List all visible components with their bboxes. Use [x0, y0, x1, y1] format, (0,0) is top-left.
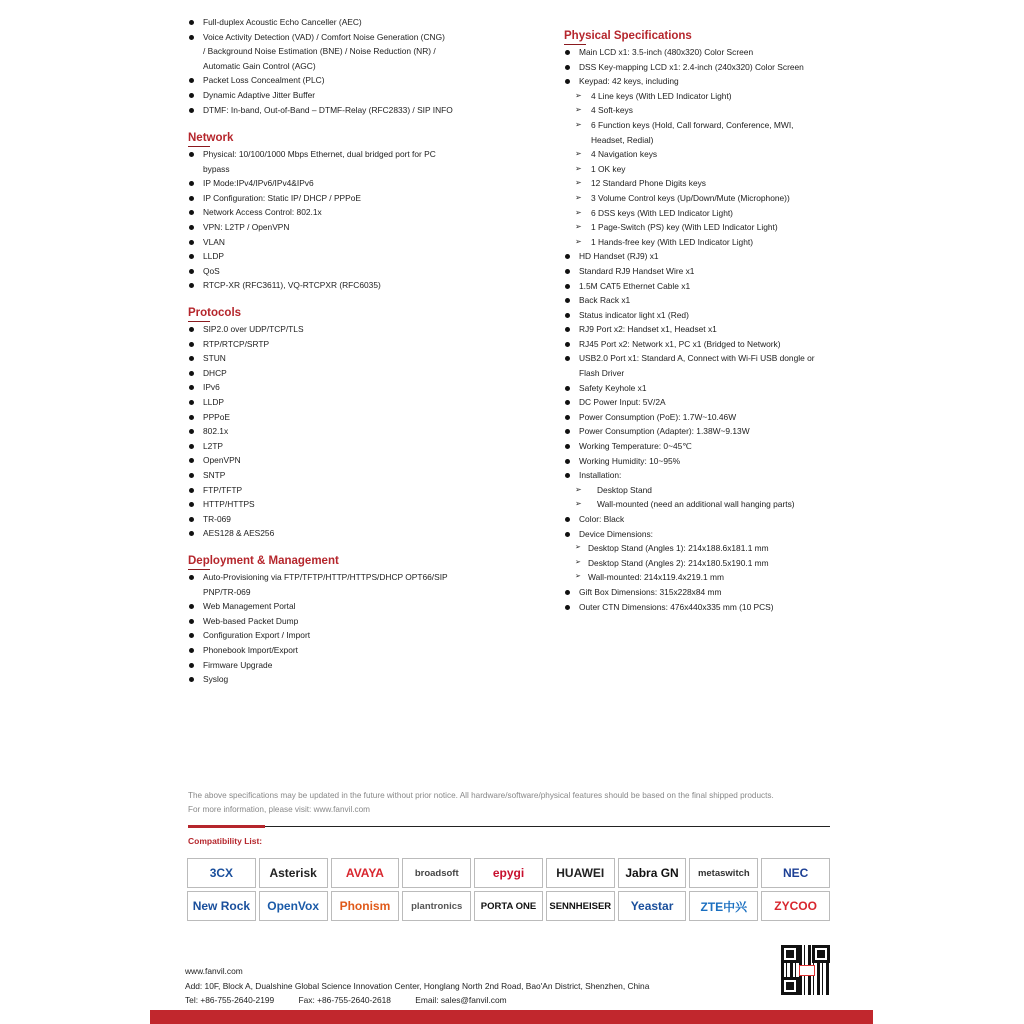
bullet-icon [189, 429, 194, 434]
sub-list-item [564, 235, 815, 250]
list-item-text: PPPoE [203, 411, 231, 422]
qr-code [781, 945, 830, 995]
list-item-text: Flash Driver [579, 368, 625, 379]
list-item [188, 235, 436, 250]
list-item [188, 439, 304, 454]
arrow-bullet-icon: ➢ [575, 149, 582, 159]
list-item [564, 585, 815, 600]
list-item-text: Installation: [579, 470, 622, 481]
bullet-icon [565, 284, 570, 289]
list-item-text: RTCP-XR (RFC3611), VQ-RTCPXR (RFC6035) [203, 280, 381, 291]
list-item-text: Network Access Control: 802.1x [203, 207, 322, 218]
list-item [188, 73, 453, 88]
list-item-text: Power Consumption (PoE): 1.7W~10.46W [579, 411, 737, 422]
sub-list-item-text: 12 Standard Phone Digits keys [591, 178, 706, 189]
list-item-text: Web Management Portal [203, 601, 296, 612]
sub-list-item [564, 89, 815, 104]
arrow-bullet-icon: ➢ [575, 105, 582, 115]
list-item-text: STUN [203, 353, 226, 364]
bullet-icon [189, 210, 194, 215]
sub-list-item [564, 191, 815, 206]
bullet-icon [565, 65, 570, 70]
bullet-icon [189, 415, 194, 420]
list-item-text: AES128 & AES256 [203, 528, 275, 539]
list-item [188, 15, 453, 30]
partner-logo: 3CX [187, 858, 256, 888]
arrow-bullet-icon: ➢ [575, 499, 582, 509]
bullet-icon [189, 240, 194, 245]
divider-line [188, 826, 830, 827]
bullet-icon [189, 78, 194, 83]
sub-list-item [564, 103, 815, 118]
list-item [564, 60, 815, 75]
arrow-bullet-icon: ➢ [575, 178, 582, 188]
list-item [188, 585, 448, 600]
section-heading: Network [188, 131, 436, 146]
list-item [564, 424, 815, 439]
list-item-text: Working Humidity: 10~95% [579, 455, 681, 466]
partner-logo: AVAYA [331, 858, 400, 888]
partner-logo: Phonism [331, 891, 400, 921]
arrow-bullet-icon: ➢ [575, 558, 581, 566]
list-item [188, 88, 453, 103]
sub-list-item-text: Headset, Redial) [591, 134, 654, 145]
bullet-icon [189, 35, 194, 40]
list-item-text: Device Dimensions: [579, 528, 654, 539]
arrow-bullet-icon: ➢ [575, 90, 582, 100]
list-item [564, 381, 815, 396]
sub-list-item-text: Desktop Stand [597, 484, 652, 495]
bullet-icon [565, 356, 570, 361]
more-info-text: For more information, please visit: www.fanvil.com [188, 805, 371, 814]
list-item [564, 439, 815, 454]
list-item-text: DTMF: In-band, Out-of-Band – DTMF-Relay (RFC2833) / SIP INFO [203, 104, 453, 115]
list-item [564, 74, 815, 89]
sub-list-item-text: Desktop Stand (Angles 2): 214x180.5x190.1 mm [588, 557, 769, 568]
bullet-icon [189, 663, 194, 668]
bullet-icon [189, 225, 194, 230]
footer-email: Email: sales@fanvil.com [415, 995, 507, 1005]
partner-logo: ZYCOO [761, 891, 830, 921]
list-item [188, 366, 304, 381]
footer-website: www.fanvil.com [185, 966, 243, 976]
list-item-text: Automatic Gain Control (AGC) [203, 60, 316, 71]
sub-list-item-text: 1 OK key [591, 163, 626, 174]
partner-logo: Yeastar [618, 891, 687, 921]
bullet-icon [565, 532, 570, 537]
list-item-text: Web-based Packet Dump [203, 615, 299, 626]
list-item-text: Outer CTN Dimensions: 476x440x335 mm (10 PCS) [579, 601, 774, 612]
physical-specifications-section [552, 29, 815, 614]
sub-list-item [564, 147, 815, 162]
partner-logo: metaswitch [689, 858, 758, 888]
list-item [188, 424, 304, 439]
bullet-icon [189, 604, 194, 609]
list-item-text: HTTP/HTTPS [203, 499, 255, 510]
partner-logo: PORTA ONE [474, 891, 543, 921]
list-item [564, 45, 815, 60]
bullet-icon [189, 385, 194, 390]
sub-list-item [564, 497, 815, 512]
bullet-icon [565, 386, 570, 391]
list-item-text: Working Temperature: 0~45℃ [579, 441, 692, 452]
arrow-bullet-icon: ➢ [575, 573, 581, 581]
sub-list-item-text: 6 Function keys (Hold, Call forward, Conference, MWI, [591, 119, 794, 130]
arrow-bullet-icon: ➢ [575, 192, 582, 202]
bullet-icon [189, 283, 194, 288]
sub-list-item [564, 206, 815, 221]
compatibility-logo-grid [187, 858, 830, 921]
list-item-text: RTP/RTCP/SRTP [203, 338, 270, 349]
bullet-icon [189, 108, 194, 113]
partner-logo: ZTE中兴 [689, 891, 758, 921]
list-item [564, 308, 815, 323]
sub-list-item-text: 1 Page-Switch (PS) key (With LED Indicator Light) [591, 222, 778, 233]
bullet-icon [565, 400, 570, 405]
bullet-icon [189, 648, 194, 653]
list-item-text: Back Rack x1 [579, 295, 631, 306]
sub-list-item-text: 1 Hands-free key (With LED Indicator Light) [591, 236, 753, 247]
sub-list-item [564, 220, 815, 235]
footer-tel: Tel: +86-755-2640-2199 [185, 995, 275, 1005]
bullet-icon [189, 254, 194, 259]
bullet-icon [565, 313, 570, 318]
list-item [188, 483, 304, 498]
bullet-icon [565, 254, 570, 259]
list-item-text: Power Consumption (Adapter): 1.38W~9.13W [579, 426, 750, 437]
list-item [564, 249, 815, 264]
list-item [564, 454, 815, 469]
compatibility-title: Compatibility List: [188, 836, 263, 846]
partner-logo: broadsoft [402, 858, 471, 888]
bullet-icon [189, 152, 194, 157]
list-item [188, 249, 436, 264]
spec-list [564, 45, 815, 614]
list-item-text: Color: Black [579, 514, 625, 524]
bullet-icon [189, 473, 194, 478]
sub-list-item [564, 556, 815, 571]
bullet-icon [189, 181, 194, 186]
bullet-icon [189, 619, 194, 624]
list-item [188, 512, 304, 527]
list-item [188, 526, 304, 541]
list-item [188, 103, 453, 118]
list-item [564, 293, 815, 308]
partner-logo: New Rock [187, 891, 256, 921]
sub-list-item [564, 118, 815, 133]
list-item-text: Configuration Export / Import [203, 630, 311, 641]
arrow-bullet-icon: ➢ [575, 544, 581, 552]
list-item-text: IP Mode:IPv4/IPv6/IPv4&IPv6 [203, 178, 314, 189]
sub-list-item [564, 162, 815, 177]
list-item [188, 570, 448, 585]
list-item-text: VPN: L2TP / OpenVPN [203, 221, 290, 232]
bullet-icon [189, 356, 194, 361]
sub-list-item [564, 176, 815, 191]
list-item-text: Firmware Upgrade [203, 659, 273, 670]
partner-logo: Jabra GN [618, 858, 687, 888]
bullet-icon [189, 269, 194, 274]
list-item [188, 264, 436, 279]
list-item-text: HD Handset (RJ9) x1 [579, 251, 659, 262]
section-heading: Physical Specifications [564, 29, 815, 44]
list-item [188, 643, 448, 658]
arrow-bullet-icon: ➢ [575, 222, 582, 232]
spec-section [188, 131, 436, 293]
footer-red-bar [150, 1010, 873, 1024]
list-item [188, 59, 453, 74]
bullet-icon [565, 269, 570, 274]
bullet-icon [565, 517, 570, 522]
list-item-text: Status indicator light x1 (Red) [579, 309, 689, 320]
footer-address: Add: 10F, Block A, Dualshine Global Science Innovation Center, Honglang North 2nd Road, Bao'An District, Shenzhen, China [185, 981, 650, 991]
list-item-text: Phonebook Import/Export [203, 644, 298, 655]
list-item-text: RJ9 Port x2: Handset x1, Headset x1 [579, 324, 717, 335]
list-item [564, 264, 815, 279]
list-item-text: Syslog [203, 674, 229, 685]
list-item-text: Voice Activity Detection (VAD) / Comfort Noise Generation (CNG) [203, 31, 445, 42]
sub-list-item-text: 3 Volume Control keys (Up/Down/Mute (Microphone)) [591, 192, 790, 203]
sub-list-item [564, 133, 815, 148]
list-item-text: VLAN [203, 236, 225, 247]
list-item [188, 322, 304, 337]
list-item-text: RJ45 Port x2: Network x1, PC x1 (Bridged to Network) [579, 338, 781, 349]
list-item [188, 453, 304, 468]
list-item-text: OpenVPN [203, 455, 241, 466]
bullet-icon [189, 575, 194, 580]
list-item [564, 468, 815, 483]
partner-logo: Asterisk [259, 858, 328, 888]
list-item [564, 410, 815, 425]
list-item-text: / Background Noise Estimation (BNE) / Noise Reduction (NR) / [203, 46, 436, 57]
list-item-text: QoS [203, 265, 220, 276]
list-item-text: Physical: 10/100/1000 Mbps Ethernet, dual bridged port for PC [203, 149, 436, 159]
list-item [188, 497, 304, 512]
list-item-text: LLDP [203, 396, 224, 407]
partner-logo: epygi [474, 858, 543, 888]
bullet-icon [565, 415, 570, 420]
list-item-text: Standard RJ9 Handset Wire x1 [579, 265, 695, 276]
list-item-text: Full-duplex Acoustic Echo Canceller (AEC) [203, 17, 362, 27]
sub-list-item [564, 541, 815, 556]
list-item [188, 672, 448, 687]
bullet-icon [189, 531, 194, 536]
list-item-text: SNTP [203, 469, 226, 480]
list-item-text: FTP/TFTP [203, 484, 243, 495]
list-item-text: Packet Loss Concealment (PLC) [203, 75, 325, 86]
list-item [564, 527, 815, 542]
bullet-icon [189, 502, 194, 507]
sub-list-item-text: 4 Soft-keys [591, 105, 633, 116]
spec-section [188, 306, 304, 541]
section-heading: Deployment & Management [188, 554, 448, 569]
list-item-text: DSS Key-mapping LCD x1: 2.4-inch (240x320) Color Screen [579, 61, 804, 72]
list-item [188, 351, 304, 366]
arrow-bullet-icon: ➢ [575, 484, 582, 494]
list-item-text: Auto-Provisioning via FTP/TFTP/HTTP/HTTPS/DHCP OPT66/SIP [203, 572, 448, 582]
spec-section [188, 554, 448, 687]
sub-list-item-text: 4 Navigation keys [591, 149, 658, 160]
bullet-icon [565, 444, 570, 449]
list-item [188, 337, 304, 352]
list-item [564, 600, 815, 615]
list-item-text: PNP/TR-069 [203, 586, 251, 597]
bullet-icon [189, 93, 194, 98]
bullet-icon [565, 342, 570, 347]
sub-list-item-text: Wall-mounted (need an additional wall hanging parts) [597, 499, 795, 510]
bullet-icon [189, 458, 194, 463]
sub-list-item [564, 483, 815, 498]
bullet-icon [565, 79, 570, 84]
list-item [188, 30, 453, 45]
partner-logo: NEC [761, 858, 830, 888]
sub-list-item-text: 4 Line keys (With LED Indicator Light) [591, 90, 732, 101]
list-item-text: DC Power Input: 5V/2A [579, 397, 666, 408]
bullet-icon [189, 327, 194, 332]
list-item-text: LLDP [203, 251, 224, 262]
spec-section [188, 15, 453, 117]
bullet-icon [189, 196, 194, 201]
bullet-icon [565, 327, 570, 332]
bullet-icon [565, 298, 570, 303]
list-item [188, 599, 448, 614]
list-item [188, 162, 436, 177]
list-item-text: DHCP [203, 367, 227, 378]
list-item-text: IP Configuration: Static IP/ DHCP / PPPoE [203, 192, 361, 203]
list-item [564, 366, 815, 381]
list-item-text: Safety Keyhole x1 [579, 382, 647, 393]
list-item-text: TR-069 [203, 513, 231, 524]
list-item [188, 191, 436, 206]
list-item [188, 278, 436, 293]
bullet-icon [189, 400, 194, 405]
section-heading: Protocols [188, 306, 304, 321]
arrow-bullet-icon: ➢ [575, 236, 582, 246]
partner-logo: HUAWEI [546, 858, 615, 888]
list-item [188, 220, 436, 235]
list-item [188, 176, 436, 191]
list-item-text: bypass [203, 163, 230, 174]
bullet-icon [565, 605, 570, 610]
list-item [188, 628, 448, 643]
sub-list-item-text: Desktop Stand (Angles 1): 214x188.6x181.1 mm [588, 543, 769, 554]
list-item [564, 322, 815, 337]
list-item [564, 279, 815, 294]
list-item [564, 512, 815, 527]
footer-fax: Fax: +86-755-2640-2618 [298, 995, 391, 1005]
list-item-text: IPv6 [203, 382, 220, 393]
list-item [188, 380, 304, 395]
list-item-text: Keypad: 42 keys, including [579, 76, 679, 87]
list-item-text: 802.1x [203, 426, 229, 437]
partner-logo: plantronics [402, 891, 471, 921]
bullet-icon [189, 342, 194, 347]
list-item-text: L2TP [203, 440, 224, 451]
divider-accent [188, 825, 265, 828]
list-item-text: SIP2.0 over UDP/TCP/TLS [203, 324, 304, 334]
list-item-text: Main LCD x1: 3.5-inch (480x320) Color Screen [579, 47, 754, 57]
list-item [188, 205, 436, 220]
bullet-icon [189, 633, 194, 638]
bullet-icon [189, 444, 194, 449]
list-item [188, 147, 436, 162]
footer-contacts [185, 995, 529, 1005]
bullet-icon [565, 473, 570, 478]
bullet-icon [189, 20, 194, 25]
sub-list-item [564, 570, 815, 585]
list-item [188, 614, 448, 629]
arrow-bullet-icon: ➢ [575, 119, 582, 129]
bullet-icon [189, 677, 194, 682]
list-item-text: Dynamic Adaptive Jitter Buffer [203, 89, 316, 100]
bullet-icon [565, 50, 570, 55]
list-item-text: Gift Box Dimensions: 315x228x84 mm [579, 586, 722, 597]
list-item [564, 395, 815, 410]
list-item [188, 395, 304, 410]
list-item [188, 410, 304, 425]
list-item [564, 351, 815, 366]
disclaimer-text: The above specifications may be updated in the future without prior notice. All hardware/software/physical features should be based on the final shipped products. [188, 791, 774, 800]
sub-list-item-text: 6 DSS keys (With LED Indicator Light) [591, 207, 733, 218]
list-item [564, 337, 815, 352]
partner-logo: SENNHEISER [546, 891, 615, 921]
bullet-icon [189, 488, 194, 493]
bullet-icon [189, 371, 194, 376]
bullet-icon [565, 429, 570, 434]
list-item [188, 468, 304, 483]
list-item [188, 44, 453, 59]
bullet-icon [565, 459, 570, 464]
partner-logo: OpenVox [259, 891, 328, 921]
list-item-text: 1.5M CAT5 Ethernet Cable x1 [579, 280, 691, 291]
list-item [188, 658, 448, 673]
arrow-bullet-icon: ➢ [575, 163, 582, 173]
list-item-text: USB2.0 Port x1: Standard A, Connect with Wi-Fi USB dongle or [579, 353, 815, 364]
bullet-icon [189, 517, 194, 522]
arrow-bullet-icon: ➢ [575, 207, 582, 217]
bullet-icon [565, 590, 570, 595]
sub-list-item-text: Wall-mounted: 214x119.4x219.1 mm [588, 572, 724, 583]
